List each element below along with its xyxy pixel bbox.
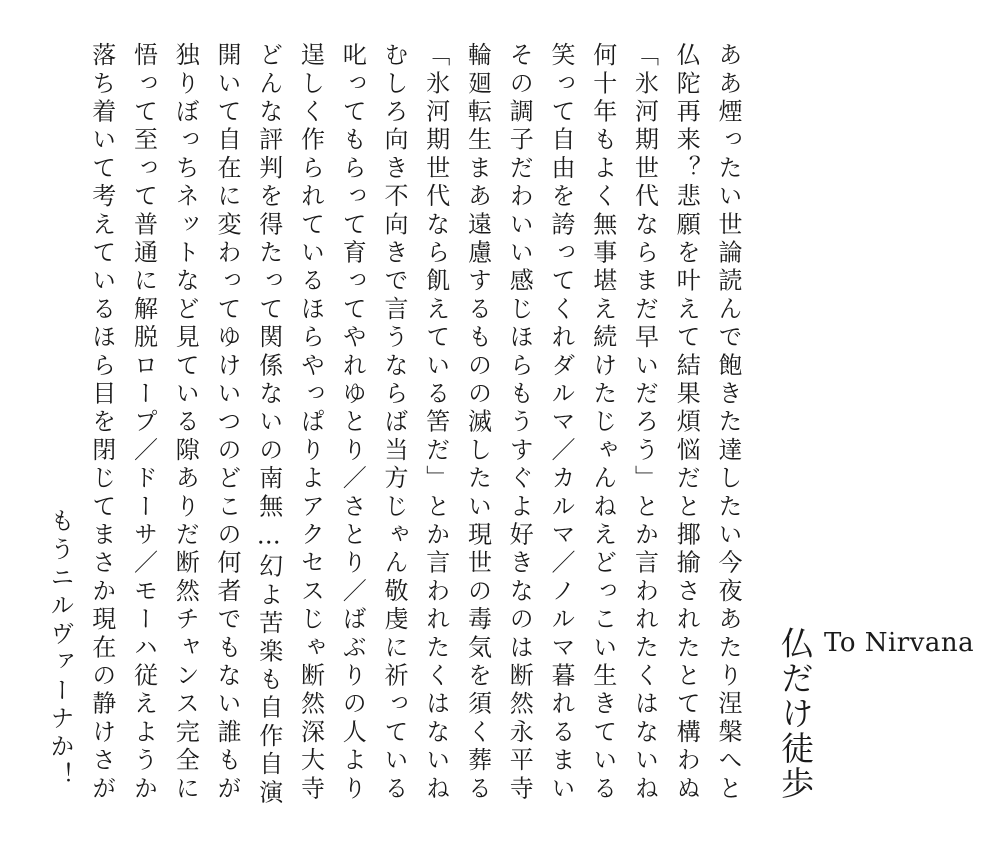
poem-line: 悟って至って普通に解脱ロープ／ドーサ／モーハ従えようか xyxy=(129,42,158,804)
poem-line: 何十年もよく無事堪え続けたじゃんねえどっこい生きている xyxy=(588,42,617,804)
poem-line: 逞しく作られているほらやっぱりよアクセスじゃ断然深大寺 xyxy=(296,42,325,804)
poem-title: To Nirvana xyxy=(824,628,975,658)
poem-line: ああ煙ったい世論読んで飽きた達したい今夜あたり涅槃へと xyxy=(714,42,742,804)
poem-line: 開いて自在に変わってゆけいつのどこの何者でもない誰もが xyxy=(213,42,241,804)
poem-body xyxy=(40,42,740,812)
poem-line: むしろ向き不向きで言うならば当方じゃん敬虔に祈っている xyxy=(380,42,408,804)
poem-line: 「氷河期世代なら飢えている筈だ」とか言われたくはないね xyxy=(421,42,450,804)
poem-line: どんな評判を得たって関係ないの南無…幻よ苦楽も自作自演 xyxy=(254,42,283,808)
poem-line: その調子だわいい感じほらもうすぐよ好きなのは断然永平寺 xyxy=(505,42,534,804)
poem-line: 笑って自由を誇ってくれダルマ／カルマ／ノルマ暮れるまい xyxy=(547,42,575,804)
poem-line: 「氷河期世代ならまだ早いだろう」とか言われたくはないね xyxy=(630,42,659,804)
title-block xyxy=(772,626,974,801)
author-name: 仏だけ徒歩 xyxy=(776,626,815,801)
poem-line: 叱ってもらって育ってやれゆとり／さとり／ばぶりの人より xyxy=(338,42,367,804)
poem-line: 独りぼっちネットなど見ている隙ありだ断然チャンス完全に xyxy=(171,42,200,804)
poem-line: 落ち着いて考えているほら目を閉じてまさか現在の静けさが xyxy=(87,42,116,804)
poem-line: 輪廻転生まあ遠慮するものの滅したい現世の毒気を須く葬る xyxy=(463,42,492,804)
poem-line: 仏陀再来？悲願を叶えて結果煩悩だと揶揄されたとて構わぬ xyxy=(672,42,701,804)
poem-final-line: もうニルヴァーナか！ xyxy=(46,508,74,790)
